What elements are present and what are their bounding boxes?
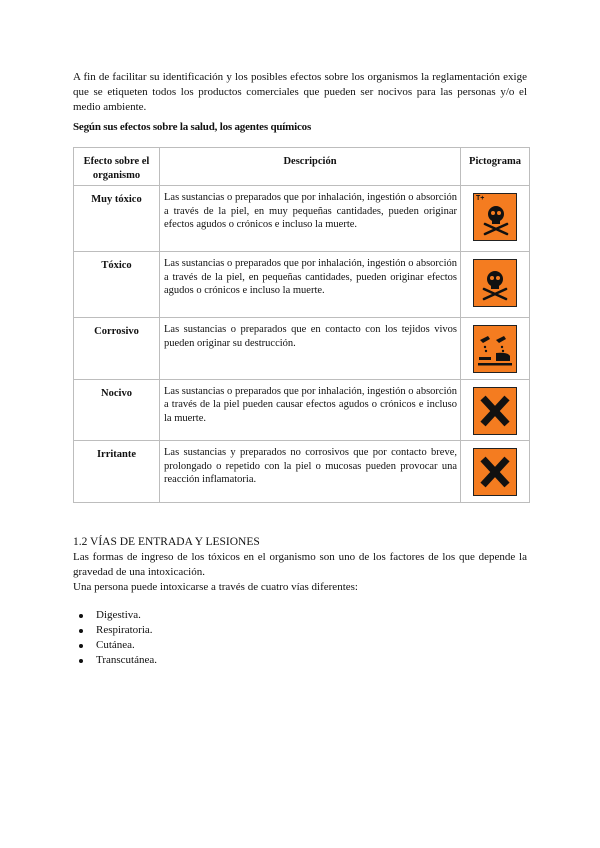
table-row <box>74 318 530 380</box>
effect-cell: Muy tóxico <box>74 186 160 252</box>
description-cell: Las sustancias o preparados que por inhalación, ingestión o absorción a través de la piel, en pequeñas cantidades, pueden originar efectos agudos o crónicos e incluso la muerte. <box>160 252 461 318</box>
pictogram-cell <box>461 252 530 318</box>
skull-crossbones-icon <box>473 259 517 307</box>
bullet-icon <box>79 659 83 663</box>
description-cell: Las sustancias o preparados que por inhalación, ingestión o absorción a través de la piel, en muy pequeñas cantidades, pueden originar efectos agudos o crónicos e incluso la muerte. <box>160 186 461 252</box>
table-row <box>74 379 530 441</box>
table-row <box>74 186 530 252</box>
document-page <box>73 70 527 666</box>
table-subheading: Según sus efectos sobre la salud, los agentes químicos <box>73 121 312 133</box>
description-cell: Las sustancias y preparados no corrosivos que por contacto breve, prolongado o repetido con la piel o mucosas pueden provocar una reacción inflamatoria. <box>160 441 461 503</box>
effect-cell: Corrosivo <box>74 318 160 380</box>
effect-cell: Nocivo <box>74 379 160 441</box>
table-row <box>74 441 530 503</box>
section-vias-entrada <box>73 535 527 668</box>
intro-paragraph: A fin de facilitar su identificación y los posibles efectos sobre los organismos la reglamentación exige que se etiqueten todos los productos comerciales que pueden ser nocivos para las personas y/o el medio ambiente. <box>73 71 527 113</box>
effect-cell: Irritante <box>74 441 160 503</box>
section-paragraph: Una persona puede intoxicarse a través de cuatro vías diferentes: <box>73 581 358 593</box>
header-effect: Efecto sobre el organismo <box>74 148 160 186</box>
effect-cell: Tóxico <box>74 252 160 318</box>
pictogram-cell <box>461 318 530 380</box>
description-cell: Las sustancias o preparados que en contacto con los tejidos vivos pueden originar su destrucción. <box>160 318 461 380</box>
pictogram-cell <box>461 441 530 503</box>
skull-crossbones-icon <box>473 193 517 241</box>
pictogram-label: T+ <box>476 195 485 202</box>
pictogram-cell <box>461 186 530 252</box>
table-header-row <box>74 148 530 186</box>
bullet-icon <box>79 614 83 618</box>
list-item: Digestiva. <box>73 608 527 623</box>
list-item: Transcutánea. <box>73 653 527 668</box>
description-cell: Las sustancias o preparados que por inhalación, ingestión o absorción a través de la piel pueden causar efectos agudos o crónicos e incluso la muerte. <box>160 379 461 441</box>
header-description: Descripción <box>160 148 461 186</box>
section-title: 1.2 VÍAS DE ENTRADA Y LESIONES <box>73 536 260 548</box>
hazard-table <box>73 147 530 503</box>
x-cross-icon <box>473 448 517 496</box>
corrosion-icon <box>473 325 517 373</box>
pictogram-cell <box>461 379 530 441</box>
list-item: Respiratoria. <box>73 623 527 638</box>
bullet-icon <box>79 629 83 633</box>
list-item: Cutánea. <box>73 638 527 653</box>
section-paragraph: Las formas de ingreso de los tóxicos en el organismo son uno de los factores de los que depende la gravedad de una intoxicación. <box>73 551 527 578</box>
x-cross-icon <box>473 387 517 435</box>
header-pictogram: Pictograma <box>461 148 530 186</box>
entry-routes-list <box>73 608 527 668</box>
table-row <box>74 252 530 318</box>
bullet-icon <box>79 644 83 648</box>
